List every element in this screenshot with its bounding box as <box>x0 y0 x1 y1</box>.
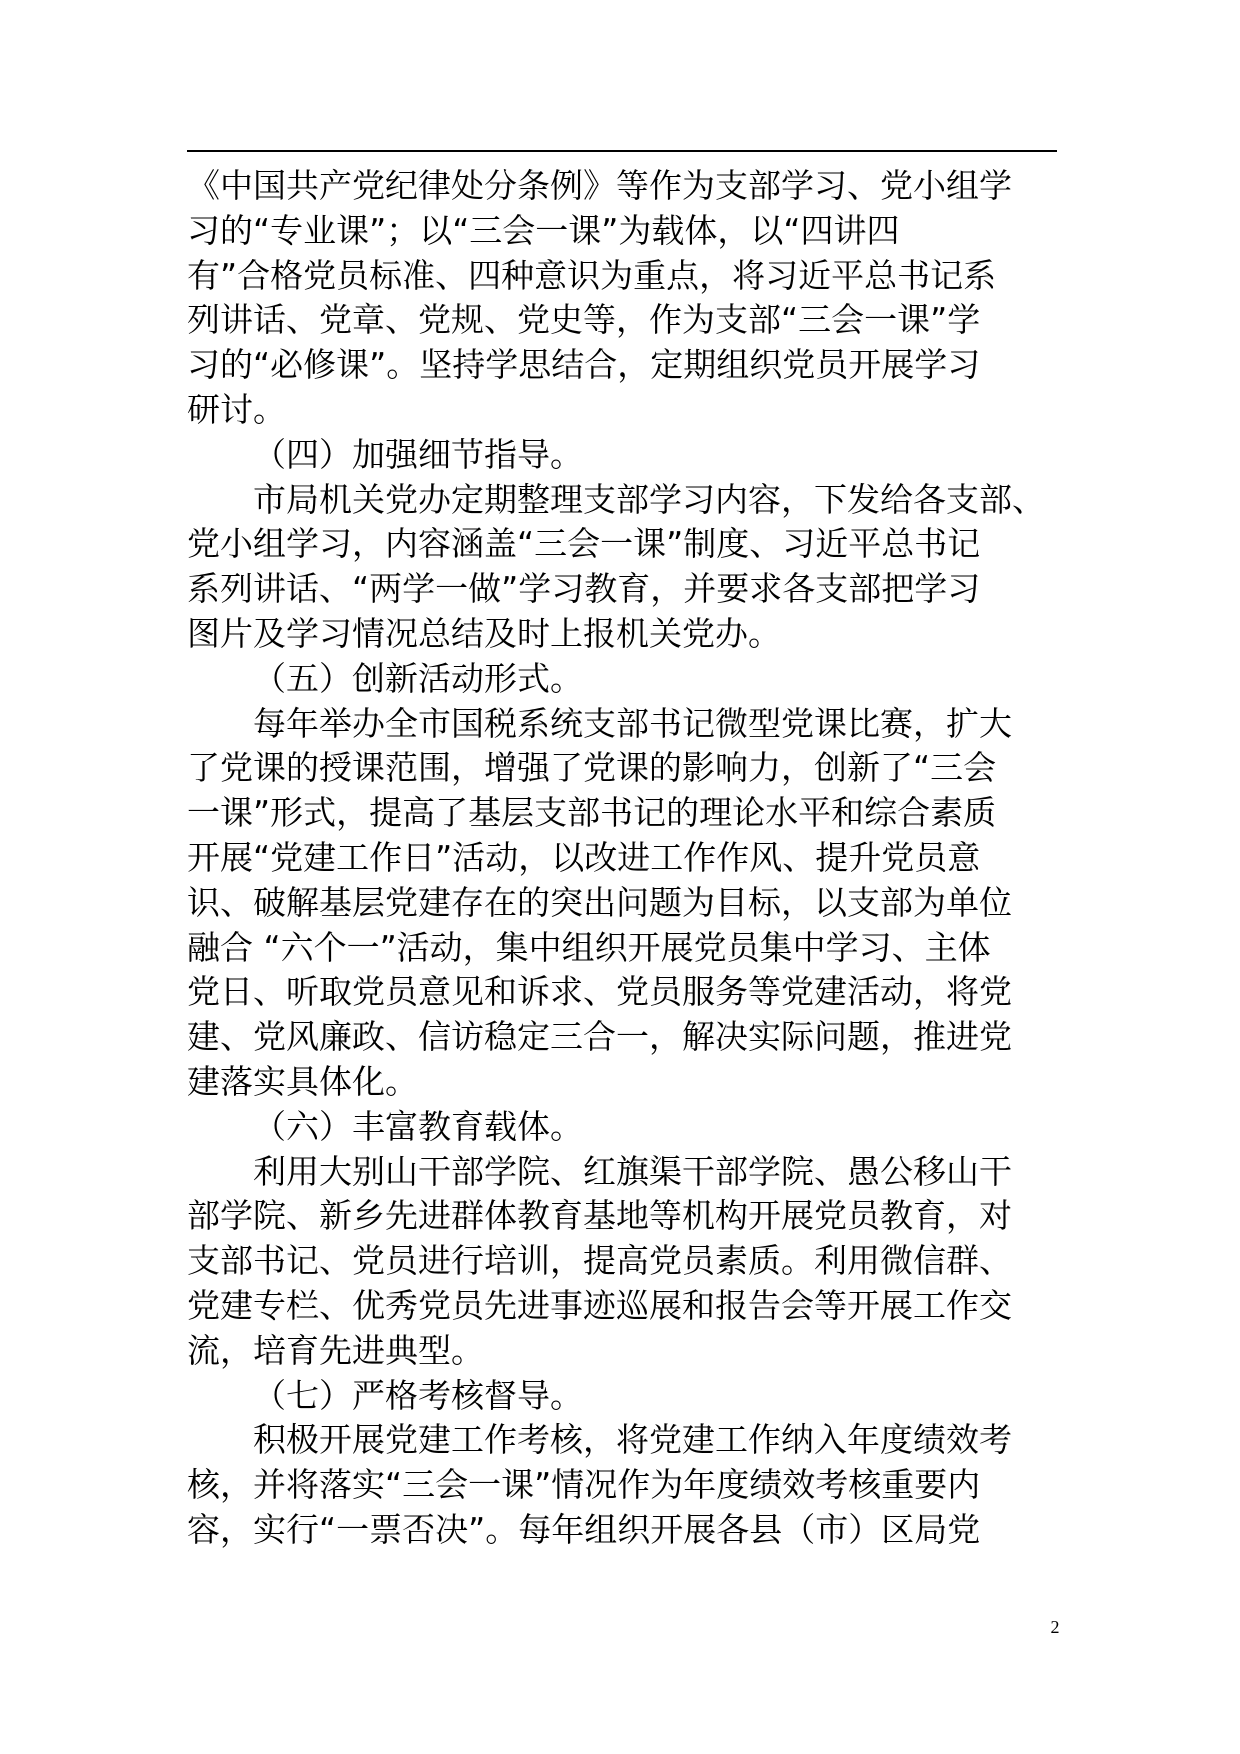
paragraph-start-line: 积极开展党建工作考核，将党建工作纳入年度绩效考 <box>253 1420 1012 1460</box>
text-line: 一课”形式，提高了基层支部书记的理论水平和综合素质 <box>187 793 997 833</box>
document-body <box>187 164 1057 1553</box>
text-line: 开展“党建工作日”活动，以改进工作作风、提升党员意 <box>187 837 981 877</box>
text-line: 党日、听取党员意见和诉求、党员服务等党建活动，将党 <box>187 972 1012 1012</box>
text-line: 有”合格党员标准、四种意识为重点，将习近平总书记系 <box>187 255 997 295</box>
text-line: 了党课的授课范围，增强了党课的影响力，创新了“三会 <box>187 748 997 788</box>
paragraph-start-line: 市局机关党办定期整理支部学习内容，下发给各支部、 <box>253 479 1045 519</box>
text-line: 建落实具体化。 <box>187 1061 418 1101</box>
text-line: 融合 “六个一”活动，集中组织开展党员集中学习、主体 <box>187 927 991 967</box>
text-line: 识、破解基层党建存在的突出问题为目标，以支部为单位 <box>187 882 1012 922</box>
header-rule <box>187 150 1057 152</box>
text-line: 核，并将落实“三会一课”情况作为年度绩效考核重要内 <box>187 1465 981 1505</box>
text-line: 习的“必修课”。坚持学思结合，定期组织党员开展学习 <box>187 345 981 385</box>
paragraph-start-line: 每年举办全市国税系统支部书记微型党课比赛，扩大 <box>253 703 1012 743</box>
paragraph-start-line: （五）创新活动形式。 <box>253 658 583 698</box>
text-line: 《中国共产党纪律处分条例》等作为支部学习、党小组学 <box>187 166 1012 205</box>
text-line: 部学院、新乡先进群体教育基地等机构开展党员教育，对 <box>187 1196 1012 1236</box>
text-line: 支部书记、党员进行培训，提高党员素质。利用微信群、 <box>187 1241 1012 1281</box>
text-line: 系列讲话、“两学一做”学习教育，并要求各支部把学习 <box>187 569 981 609</box>
text-line: 建、党风廉政、信访稳定三合一，解决实际问题，推进党 <box>187 1017 1012 1057</box>
paragraph-start-line: （六）丰富教育载体。 <box>253 1106 583 1146</box>
paragraph-start-line: 利用大别山干部学院、红旗渠干部学院、愚公移山干 <box>253 1151 1012 1191</box>
text-line: 研讨。 <box>187 389 286 429</box>
text-line: 列讲话、党章、党规、党史等，作为支部“三会一课”学 <box>187 300 981 340</box>
paragraph-start-line: （七）严格考核督导。 <box>253 1375 583 1415</box>
text-line: 流，培育先进典型。 <box>187 1330 484 1370</box>
text-line: 习的“专业课”；以“三会一课”为载体，以“四讲四 <box>187 210 900 250</box>
text-line: 党小组学习，内容涵盖“三会一课”制度、习近平总书记 <box>187 524 981 564</box>
text-line: 容，实行“一票否决”。每年组织开展各县（市）区局党 <box>187 1509 981 1549</box>
text-line: 图片及学习情况总结及时上报机关党办。 <box>187 613 781 653</box>
page-number: 2 <box>1050 1617 1060 1637</box>
paragraph-start-line: （四）加强细节指导。 <box>253 434 583 474</box>
text-line: 党建专栏、优秀党员先进事迹巡展和报告会等开展工作交 <box>187 1285 1012 1325</box>
